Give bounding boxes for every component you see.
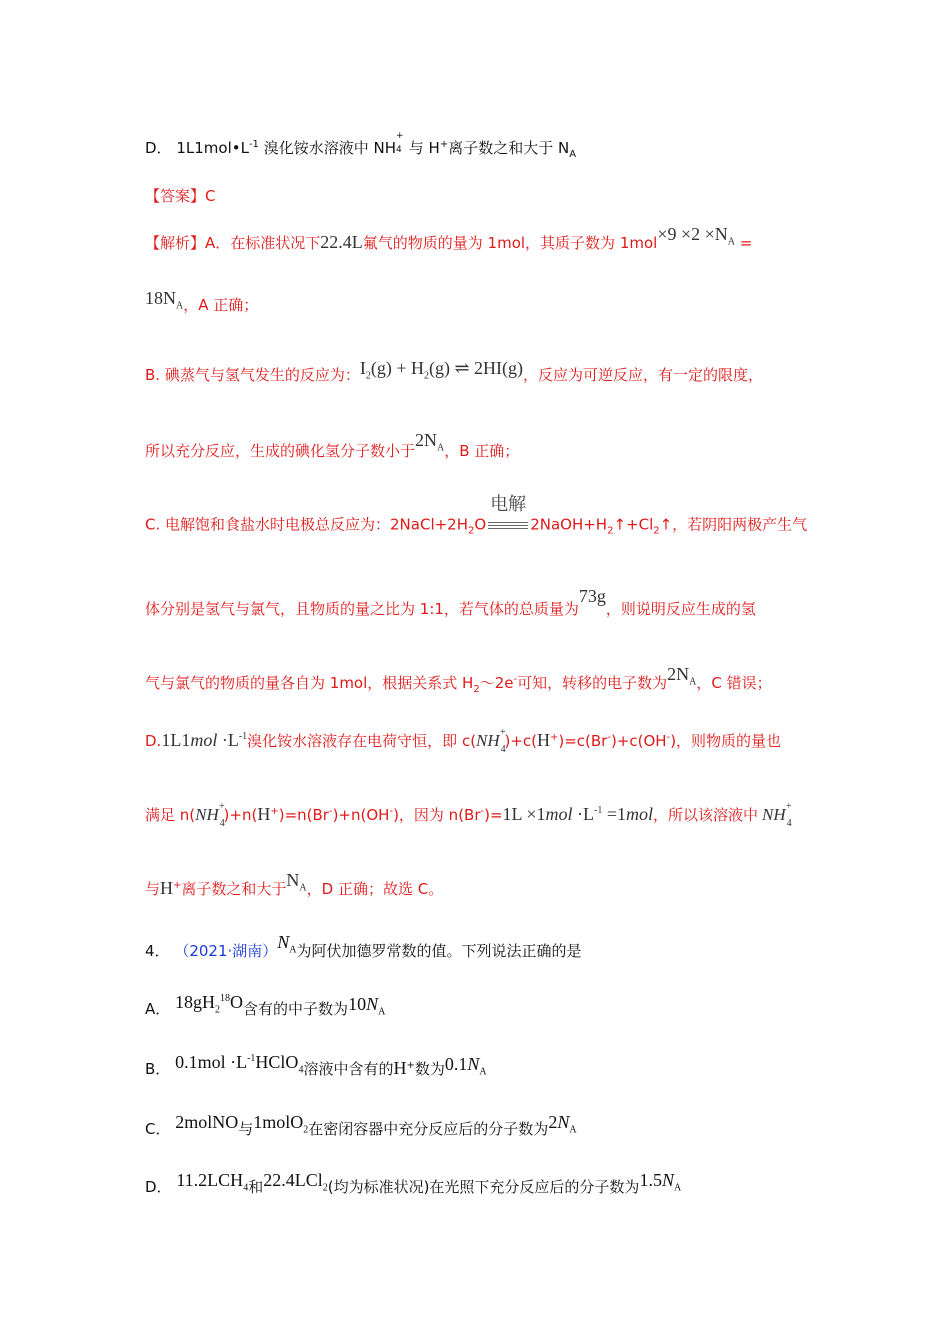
analysis-b-line1: B. 碘蒸气与氢气发生的反应为：$I_2(g) + H_2(g)$ ⇌ 2HI(g)，反应为可逆反应，有一定的限度， (145, 358, 764, 384)
question-number: 4． (145, 942, 170, 960)
analysis-d-line3: 与H+离子数之和大于$N_A$，D 正确；故选 C。 (145, 870, 444, 898)
q4-option-d: D． $11.2LCH_4$和22.4LCl$_2$(均为标准状况)在光照下充分反应后的分子数为$1.5N_A$ (145, 1170, 682, 1196)
analysis-bracket: 【解析】 (145, 234, 206, 252)
q4-option-a: A． $18gH_2^{18}O$含有的中子数为$10N_A$ (145, 992, 386, 1018)
analysis-c-line2: 体分别是氢气与氯气，且物质的量之比为 1:1，若气体的总质量为73g，则说明反应生成的氢 (145, 586, 756, 618)
question-source: （2021·湖南） (174, 942, 278, 960)
q4-option-c: C． 2molNO与1molO$_2$在密闭容器中充分反应后的分子数为$2N_A$ (145, 1112, 577, 1138)
q4-option-b: B． $0.1mol \cdot L^{-1}HClO_4$溶液中含有的H+数为$0.1N_A$ (145, 1052, 487, 1078)
analysis-a-line2: $18N_A$，A 正确； (145, 288, 259, 314)
answer-bracket: 【答案】 (145, 187, 206, 205)
analysis-a-line1: 【解析】A．在标准状况下22.4L氟气的物质的量为 1mol，其质子数为 $1mol\times 9 \times 2 \times N_A$ = (145, 224, 753, 252)
q3-option-d: D． $1L1mol•L^{-1}$ 溴化铵水溶液中 NH + 4 与 H+离子数之和大于 $N_A$ (145, 131, 577, 160)
analysis-d-line1: $D.1L1mol \cdot L^{-1}$溴化铵水溶液存在电荷守恒，即 c(NH + 4 )+c(H+)=c(Br-)+c(OH-)，则物质的量也 (145, 727, 782, 755)
q4-stem: 4． （2021·湖南）$N_A$为阿伏加德罗常数的值。下列说法正确的是 (145, 932, 582, 960)
answer-value: C (205, 187, 216, 205)
option-label: D． (145, 139, 172, 157)
analysis-b-line2: 所以充分反应，生成的碘化氢分子数小于$2N_A$，B 正确； (145, 430, 520, 460)
analysis-c-line3: 气与氯气的物质的量各自为 1mol，根据关系式 $H_2\sim 2e^-$可知，转移的电子数为$2N_A$，C 错误； (145, 664, 772, 695)
answer-line (145, 186, 216, 206)
electrolysis-arrow: 电解 (488, 512, 528, 538)
analysis-c-line1: C. 电解饱和食盐水时电极总反应为：$2NaCl+2H_2O$ 电解 $2NaOH+H_2↑+Cl_2↑$，若阴阳两极产生气 (145, 494, 808, 537)
analysis-d-line2: 满足 n(NH + 4 )+n(H+)=n(Br-)+n(OH-)，因为 $n(Br^-)=1L \times 1mol \cdot L^{-1} =1mol$，所以该溶液中 NH + 4 (145, 801, 792, 829)
